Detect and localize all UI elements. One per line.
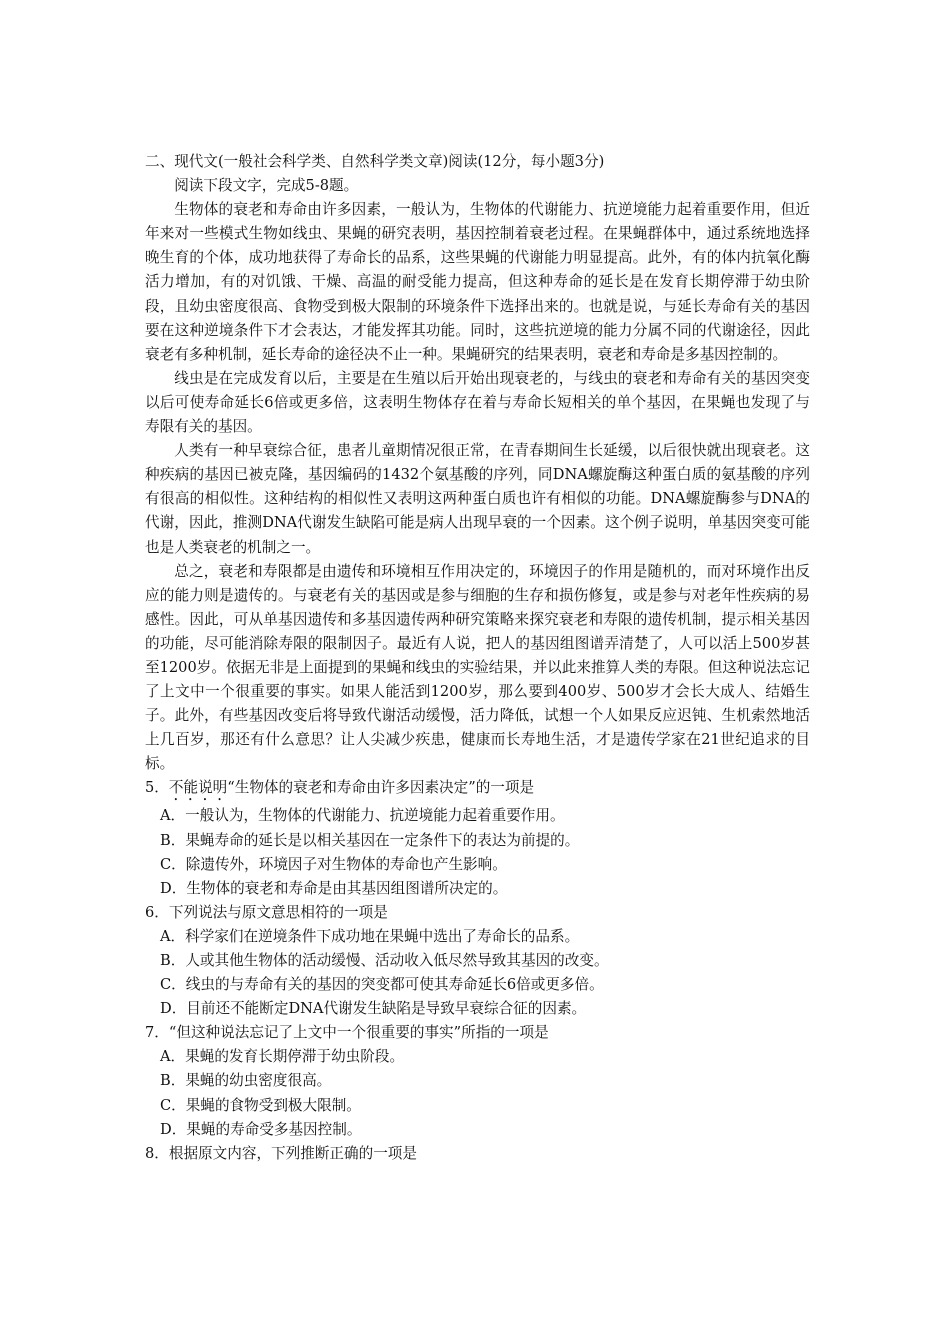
option-d[interactable]: D．目前还不能断定DNA代谢发生缺陷是导致早衰综合征的因素。: [160, 1000, 587, 1018]
question-8: [145, 1142, 810, 1166]
question-7: [145, 1021, 810, 1141]
section-header: 二、现代文(一般社会科学类、自然科学类文章)阅读(12分，每小题3分): [145, 153, 605, 170]
option-b[interactable]: B．人或其他生物体的活动缓慢、活动收入低尽然导致其基因的改变。: [160, 952, 609, 969]
passage-paragraph-1: 生物体的衰老和寿命由许多因素，一般认为，生物体的代谢能力、抗逆境能力起着重要作用，但近年来对一些模式生物如线虫、果蝇的研究表明，基因控制着衰老过程。在果蝇群体中，通过系统地选择晚生育的个体，成功地获得了寿命长的品系，这些果蝇的代谢能力明显提高。此外，有的体内抗氧化酶活力增加，有的对饥饿、干燥、高温的耐受能力提高，但这种寿命的延长是在发育长期停滞于幼虫阶段，且幼虫密度很高、食物受到极大限制的环境条件下选择出来的。也就是说，与延长寿命有关的基因要在这种逆境条件下才会表达，才能发挥其功能。同时，这些抗逆境的能力分属不同的代谢途径，因此衰老有多种机制，延长寿命的途径决不止一种。果蝇研究的结果表明，衰老和寿命是多基因控制的。: [145, 201, 810, 363]
option-d[interactable]: D．生物体的衰老和寿命是由其基因组图谱所决定的。: [160, 879, 508, 897]
question-stem: [145, 776, 810, 804]
question-number: 5．: [145, 779, 169, 797]
option-d[interactable]: D．果蝇的寿命受多基因控制。: [160, 1120, 362, 1138]
question-6: [145, 901, 810, 1021]
exam-page: [145, 150, 810, 1166]
reading-instruction: 阅读下段文字，完成5-8题。: [174, 177, 359, 195]
question-text: “生物体的衰老和寿命由许多因素决定”的一项是: [227, 779, 535, 797]
question-text: “但这种说法忘记了上文中一个很重要的事实”所指的一项是: [168, 1024, 549, 1042]
question-number: 6．: [145, 903, 169, 921]
question-5: [145, 776, 810, 900]
question-number: 8．: [145, 1144, 169, 1162]
passage-paragraph-2: 线虫是在完成发育以后，主要是在生殖以后开始出现衰老的，与线虫的衰老和寿命有关的基因突变以后可使寿命延长6倍或更多倍，这表明生物体存在着与寿命长短相关的单个基因，在果蝇也发现了与寿限有关的基因。: [145, 369, 810, 436]
option-c[interactable]: C．线虫的与寿命有关的基因的突变都可使其寿命延长6倍或更多倍。: [160, 976, 604, 994]
option-a[interactable]: A．果蝇的发育长期停滞于幼虫阶段。: [160, 1048, 405, 1066]
passage-paragraph-3: 人类有一种早衰综合征，患者儿童期情况很正常，在青春期间生长延缓，以后很快就出现衰老。这种疾病的基因已被克隆，基因编码的1432个氨基酸的序列，同DNA螺旋酶这种蛋白质的氨基酸的序列有很高的相似性。这种结构的相似性又表明这两种蛋白质也许有相似的功能。DNA螺旋酶参与DNA的代谢，因此，推测DNA代谢发生缺陷可能是病人出现早衰的一个因素。这个例子说明，单基因突变可能也是人类衰老的机制之一。: [145, 442, 810, 556]
option-c[interactable]: C．除遗传外，环境因子对生物体的寿命也产生影响。: [160, 855, 507, 873]
option-a[interactable]: A．一般认为，生物体的代谢能力、抗逆境能力起着重要作用。: [160, 807, 565, 825]
option-c[interactable]: C．果蝇的食物受到极大限制。: [160, 1096, 361, 1114]
question-emphasis: 不能说明: [168, 779, 228, 797]
question-text: 根据原文内容，下列推断正确的一项是: [168, 1144, 417, 1162]
question-stem: [145, 1142, 810, 1166]
question-stem: [145, 1021, 810, 1045]
option-b[interactable]: B．果蝇寿命的延长是以相关基因在一定条件下的表达为前提的。: [160, 831, 580, 849]
question-text: 下列说法与原文意思相符的一项是: [168, 903, 388, 921]
question-number: 7．: [145, 1024, 169, 1042]
question-stem: [145, 901, 810, 925]
option-a[interactable]: A．科学家们在逆境条件下成功地在果蝇中选出了寿命长的品系。: [160, 927, 580, 945]
option-b[interactable]: B．果蝇的幼虫密度很高。: [160, 1072, 332, 1090]
passage-paragraph-4: 总之，衰老和寿限都是由遗传和环境相互作用决定的，环境因子的作用是随机的，而对环境作出反应的能力则是遗传的。与衰老有关的基因或是参与细胞的生存和损伤修复，或是参与对老年性疾病的易感性。因此，可从单基因遗传和多基因遗传两种研究策略来探究衰老和寿限的遗传机制，提示相关基因的功能，尽可能消除寿限的限制因子。最近有人说，把人的基因组图谱弄清楚了，人可以活上500岁甚至1200岁。依据无非是上面提到的果蝇和线虫的实验结果，并以此来推算人类的寿限。但这种说法忘记了上文中一个很重要的事实。如果人能活到1200岁，那么要到400岁、500岁才会长大成人、结婚生子。此外，有些基因改变后将导致代谢活动缓慢，活力降低，试想一个人如果反应迟钝、生机索然地活上几百岁，那还有什么意思？让人尖减少疾患，健康而长寿地生活，才是遗传学家在21世纪追求的目标。: [145, 562, 810, 773]
